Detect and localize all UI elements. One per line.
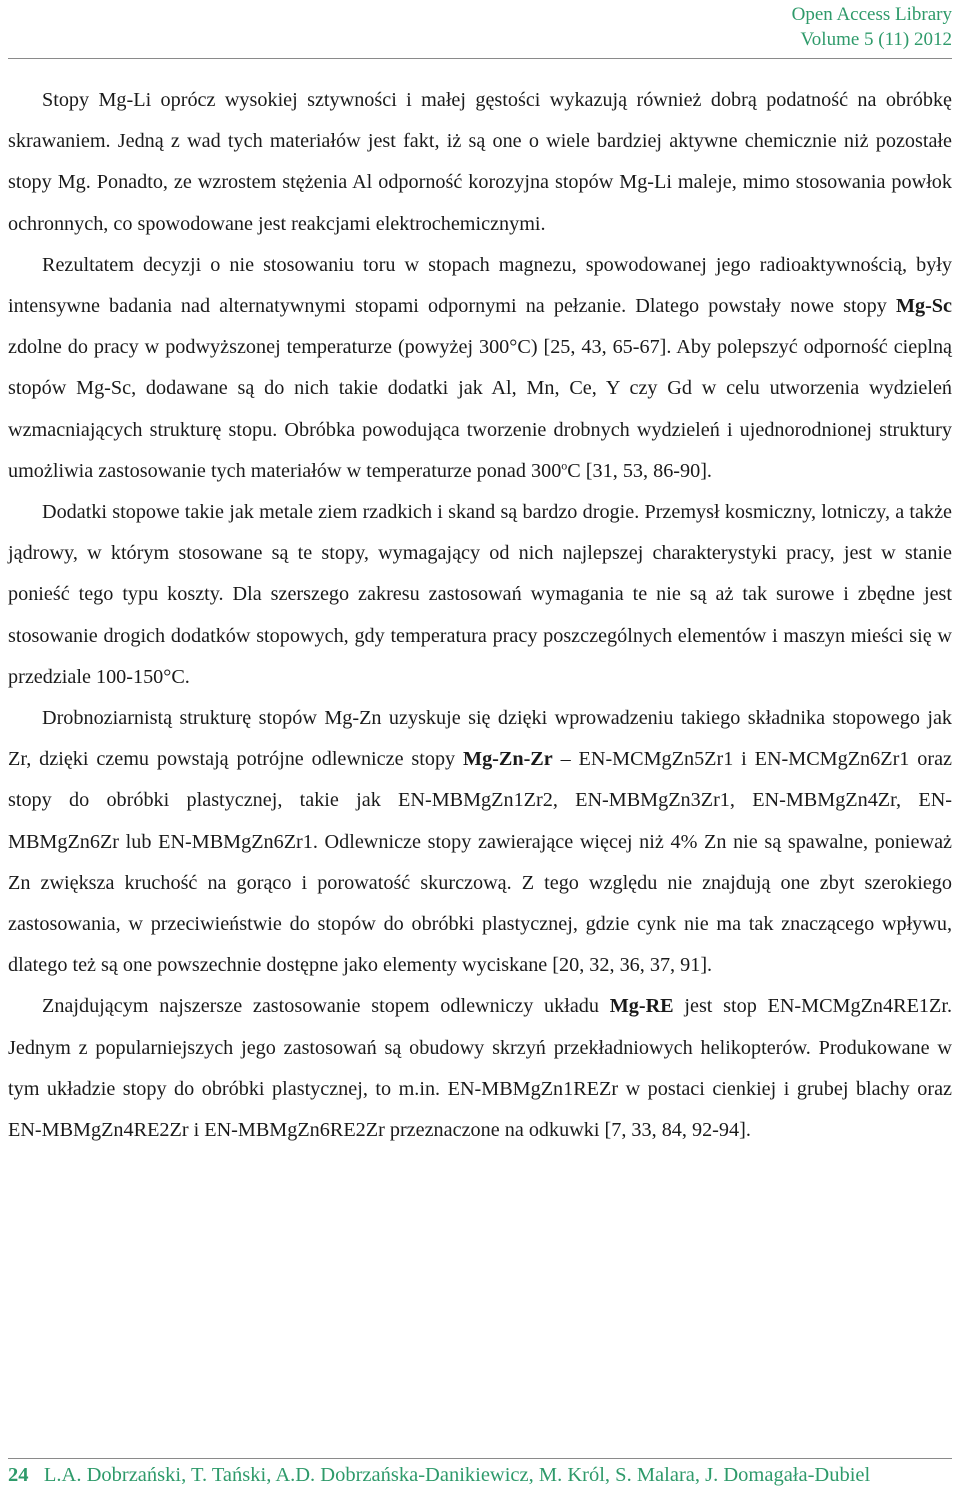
paragraph-mg-zn: Drobnoziarnistą strukturę stopów Mg-Zn uzyskuje się dzięki wprowadzeniu takiego składnika stopowego jak Zr, dzięki czemu powstają potrójne odlewnicze stopy Mg-Zn-Zr – EN-MCMgZn5Zr1 i EN-MCMgZn6Zr1 oraz stopy do obróbki plastycznej, takie jak EN-MBMgZn1Zr2, EN-MBMgZn3Zr1, EN-MBMgZn4Zr, EN-MBMgZn6Zr lub EN-MBMgZn6Zr1. Odlewnicze stopy zawierające więcej niż 4% Zn nie są spawalne, ponieważ Zn zwiększa kruchość na gorąco i porowatość skurczową. Z tego względu nie znajdują one zbyt szerokiego zastosowania, w przeciwieństwie do stopów do obróbki plastycznej, gdzie cynk nie ma tak znaczącego wpływu, dlatego też są one powszechnie dostępne jako elementy wyciskane [20, 32, 36, 37, 91]. bbox=[8, 707, 952, 977]
page-number: 24 bbox=[8, 1464, 29, 1486]
term-mg-re: Mg-RE bbox=[609, 995, 674, 1018]
footer-divider bbox=[8, 1458, 952, 1459]
degree-superscript: o bbox=[561, 458, 568, 473]
footer-authors: L.A. Dobrzański, T. Tański, A.D. Dobrzańska-Danikiewicz, M. Król, S. Malara, J. Domagała-Dubiel bbox=[43, 1464, 871, 1486]
paragraph-mg-li: Stopy Mg-Li oprócz wysokiej sztywności i małej gęstości wykazują również dobrą podatność na obróbkę skrawaniem. Jedną z wad tych materiałów jest fakt, iż są one o wiele bardziej aktywne chemicznie niż pozostałe stopy Mg. Ponadto, ze wzrostem stężenia Al odporność korozyjna stopów Mg-Li maleje, mimo stosowania powłok ochronnych, co spowodowane jest reakcjami elektrochemicznymi. bbox=[8, 89, 952, 235]
term-mg-sc: Mg-Sc bbox=[895, 295, 952, 318]
journal-name: Open Access Library bbox=[791, 4, 952, 25]
journal-volume: Volume 5 (11) 2012 bbox=[800, 29, 952, 50]
term-mg-zn-zr: Mg-Zn-Zr bbox=[463, 748, 553, 771]
paragraph-mg-sc: Rezultatem decyzji o nie stosowaniu toru w stopach magnezu, spowodowanej jego radioaktywnością, były intensywne badania nad alternatywnymi stopami odpornymi na pełzanie. Dlatego powstały nowe stopy Mg-Sc zdolne do pracy w podwyższonej temperaturze (powyżej 300°C) [25, 43, 65-67]. Aby polepszyć odporność cieplną stopów Mg-Sc, dodawane są do nich takie dodatki jak Al, Mn, Ce, Y czy Gd w celu utworzenia wydzieleń wzmacniających strukturę stopu. Obróbka powodująca tworzenie drobnych wydzieleń i ujednorodnionej struktury umożliwia zastosowanie tych materiałów w temperaturze ponad 300$^o$C [31, 53, 86-90]. bbox=[8, 253, 952, 482]
body-text bbox=[8, 80, 952, 1151]
page-footer bbox=[8, 1462, 952, 1488]
paragraph-costs: Dodatki stopowe takie jak metale ziem rzadkich i skand są bardzo drogie. Przemysł kosmiczny, lotniczy, a także jądrowy, w którym stosowane są te stopy, wymagający od nich najlepszej charakterystyki pracy, jest w stanie ponieść tego typu koszty. Dla szerszego zakresu zastosowań wymagania te nie są aż tak surowe i zbędne jest stosowanie drogich dodatków stopowych, gdy temperatura pracy poszczególnych elementów i maszyn mieści się w przedziale 100-150°C. bbox=[8, 501, 952, 688]
paragraph-mg-re: Znajdującym najszersze zastosowanie stopem odlewniczy układu Mg-RE jest stop EN-MCMgZn4RE1Zr. Jednym z popularniejszych jego zastosowań są obudowy skrzyń przekładniowych helikopterów. Produkowane w tym układzie stopy do obróbki plastycznej, to m.in. EN-MBMgZn1REZr w postaci cienkiej i grubej blachy oraz EN-MBMgZn4RE2Zr i EN-MBMgZn6RE2Zr przeznaczone na odkuwki [7, 33, 84, 92-94]. bbox=[8, 995, 952, 1142]
header-divider bbox=[8, 58, 952, 59]
page-header bbox=[792, 2, 952, 52]
